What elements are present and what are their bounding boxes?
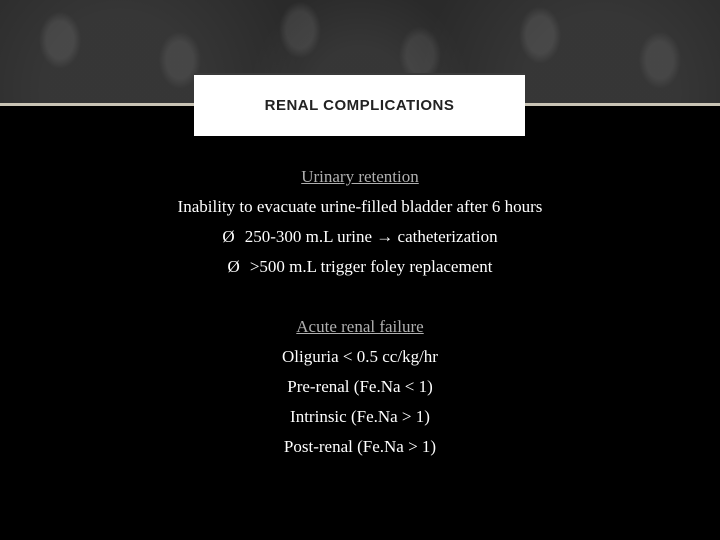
title-box <box>194 73 525 136</box>
spacer <box>60 282 660 312</box>
section-heading-acute-renal-failure: Acute renal failure <box>296 317 424 336</box>
renal-failure-line: Intrinsic (Fe.Na > 1) <box>290 407 430 426</box>
bullet-item <box>60 252 660 282</box>
bullet-text: 250-300 m.L urine → catheterization <box>244 227 498 246</box>
slide-content <box>60 162 660 462</box>
renal-failure-line: Post-renal (Fe.Na > 1) <box>283 437 437 456</box>
renal-failure-line: Pre-renal (Fe.Na < 1) <box>287 377 433 396</box>
arrow-bullet-icon: Ø <box>227 257 240 276</box>
bullet-text: >500 m.L trigger foley replacement <box>249 257 493 276</box>
arrow-bullet-icon: Ø <box>222 227 235 246</box>
section-heading-urinary-retention: Urinary retention <box>301 167 419 186</box>
bullet-item <box>60 222 660 252</box>
slide-title: RENAL COMPLICATIONS <box>264 97 455 114</box>
renal-failure-line: Oliguria < 0.5 cc/kg/hr <box>282 347 438 366</box>
urinary-retention-definition: Inability to evacuate urine-filled bladder after 6 hours <box>177 197 543 216</box>
